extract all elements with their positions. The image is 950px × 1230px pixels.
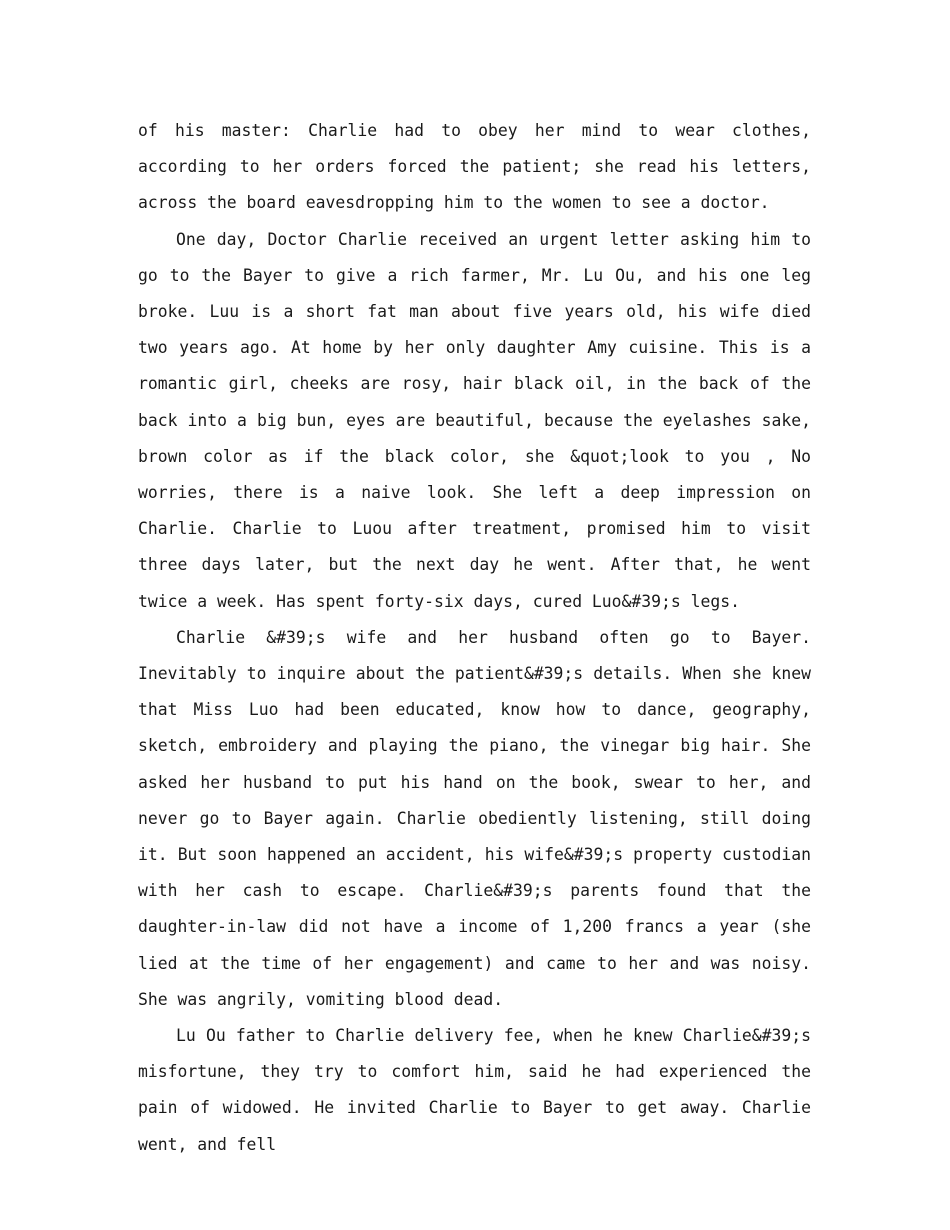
paragraph-4: Lu Ou father to Charlie delivery fee, when he knew Charlie&#39;s misfortune, they try to comfort him, said he had experienced the pain of widowed. He invited Charlie to Bayer to get away. Charlie went, and fell [138,1026,811,1154]
paragraph-2: One day, Doctor Charlie received an urgent letter asking him to go to the Bayer to give a rich farmer, Mr. Lu Ou, and his one leg broke. Luu is a short fat man about five years old, his wife died two years ago. At home by her only daughter Amy cuisine. This is a romantic girl, cheeks are rosy, hair black oil, in the back of the back into a big bun, eyes are beautiful, because the eyelashes sake, brown color as if the black color, she &quot;look to you , No worries, there is a naive look. She left a deep impression on Charlie. Charlie to Luou after treatment, promised him to visit three days later, but the next day he went. After that, he went twice a week. Has spent forty-six days, cured Luo&#39;s legs. [138,229,811,611]
body-text [138,113,811,1163]
paragraph-1: of his master: Charlie had to obey her mind to wear clothes, according to her orders forced the patient; she read his letters, across the board eavesdropping him to the women to see a doctor. [138,121,811,213]
paragraph-3: Charlie &#39;s wife and her husband often go to Bayer. Inevitably to inquire about the patient&#39;s details. When she knew that Miss Luo had been educated, know how to dance, geography, sketch, embroidery and playing the piano, the vinegar big hair. She asked her husband to put his hand on the book, swear to her, and never go to Bayer again. Charlie obediently listening, still doing it. But soon happened an accident, his wife&#39;s property custodian with her cash to escape. Charlie&#39;s parents found that the daughter-in-law did not have a income of 1,200 francs a year (she lied at the time of her engagement) and came to her and was noisy. She was angrily, vomiting blood dead. [138,627,811,1009]
